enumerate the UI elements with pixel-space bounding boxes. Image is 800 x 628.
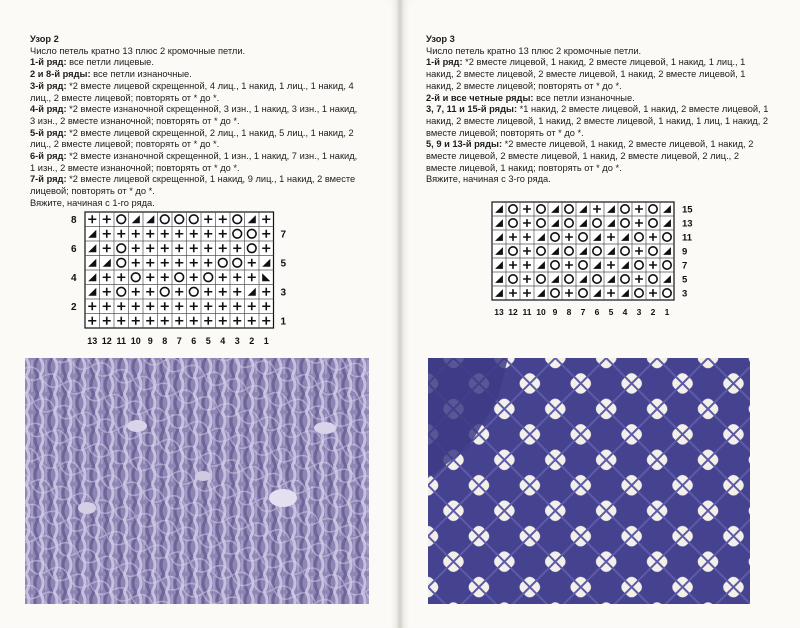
chart-row-label: 7 [280, 229, 287, 241]
chart-column-label: 13 [494, 307, 504, 317]
right-row-text: *2 вместе лицевой, 1 накид, 2 вместе лицевой, 1 накид, 2 вместе лицевой, 2 вместе лицевой, 1 накид, 2 вместе лицевой, 2 лиц., 2 вместе лицевой, 1 накид; повторять от * до *. [426, 139, 754, 173]
chart-column-label: 7 [176, 336, 182, 346]
chart-column-label: 2 [249, 336, 255, 346]
left-instructions [30, 34, 360, 210]
chart-column-label: 5 [608, 307, 614, 317]
right-knitting-chart [486, 200, 716, 335]
chart-column-label: 6 [191, 336, 197, 346]
chart-column-label: 1 [664, 307, 670, 317]
left-closing: Вяжите, начиная с 1-го ряда. [30, 197, 155, 208]
left-chart-svg [60, 210, 310, 360]
chart-column-label: 8 [162, 336, 168, 346]
left-row-instruction [30, 128, 360, 151]
chart-column-label: 9 [147, 336, 153, 346]
chart-column-label: 11 [522, 307, 532, 317]
chart-column-label: 4 [622, 307, 628, 317]
right-row-instruction [426, 104, 771, 139]
left-row-label: 6-й ряд: [30, 151, 67, 162]
left-row-text: *2 вместе изнаночной скрещенной, 3 изн., 1 накид, 3 изн., 1 накид, 3 изн., 2 вместе изнаночной; повторять от * до *. [30, 104, 358, 126]
left-row-label: 1-й ряд: [30, 57, 67, 68]
right-row-instruction [426, 139, 771, 174]
chart-row-label: 13 [682, 218, 693, 230]
chart-column-label: 6 [594, 307, 600, 317]
left-row-text: все петли лицевые. [66, 57, 154, 68]
right-row-instruction [426, 93, 771, 105]
left-row-instruction [30, 174, 360, 197]
chart-column-label: 9 [552, 307, 558, 317]
left-row-label: 7-й ряд: [30, 174, 67, 185]
left-row-text: *2 вместе лицевой скрещенной, 2 лиц., 1 накид, 5 лиц., 1 накид, 2 лиц., 2 вместе лицевой; повторять от * до *. [30, 127, 354, 150]
chart-column-label: 3 [234, 336, 240, 346]
right-row-list [426, 57, 771, 174]
left-row-label: 3-й ряд: [30, 80, 67, 91]
chart-row-label: 5 [280, 258, 287, 270]
right-row-text: *1 накид, 2 вместе лицевой, 1 накид, 2 вместе лицевой, 1 накид, 2 вместе лицевой, 1 накид, 2 вместе лицевой, 1 накид, 1 лиц, 1 накид, 2 вместе лицевой; повторять от * до *. [426, 104, 769, 138]
chart-column-label: 13 [87, 336, 98, 346]
left-row-text: *2 вместе лицевой скрещенной, 4 лиц., 1 накид, 1 лиц., 1 накид, 4 лиц., 2 вместе лицевой; повторять от * до *. [30, 80, 354, 103]
chart-column-label: 10 [536, 307, 546, 317]
chart-row-label: 6 [71, 243, 77, 255]
right-chart-svg [486, 200, 716, 335]
chart-row-label: 3 [280, 287, 287, 299]
right-instructions [426, 34, 771, 186]
right-row-label: 1-й ряд: [426, 57, 463, 68]
chart-row-label: 2 [71, 301, 77, 313]
left-row-label: 2 и 8-й ряды: [30, 69, 91, 80]
chart-row-label: 8 [71, 214, 77, 226]
left-page [0, 0, 398, 628]
right-row-text: *2 вместе лицевой, 1 накид, 2 вместе лицевой, 1 накид, 1 лиц., 1 накид, 2 вместе лицевой, 2 вместе лицевой, 1 накид, 2 вместе лицевой, 1 накид, 2 вместе лицевой; повторять от * до *. [426, 57, 746, 91]
right-page [402, 0, 800, 628]
left-knitting-chart [60, 210, 310, 360]
left-row-instruction [30, 81, 360, 104]
right-row-label: 2-й и все четные ряды: [426, 92, 534, 103]
left-row-label: 4-й ряд: [30, 104, 67, 115]
left-row-instruction [30, 57, 360, 69]
chart-column-label: 12 [508, 307, 518, 317]
left-row-text: *2 вместе изнаночной скрещенной, 1 изн., 1 накид, 7 изн., 1 накид, 1 изн., 2 вместе изнаночной; повторять от * до *. [30, 151, 358, 173]
right-row-instruction [426, 57, 771, 92]
chart-column-label: 8 [566, 307, 572, 317]
left-row-label: 5-й ряд: [30, 127, 67, 138]
left-pattern-title: Узор 2 [30, 34, 59, 44]
chart-column-label: 5 [205, 336, 211, 346]
left-row-text: все петли изнаночные. [90, 69, 192, 80]
right-pattern-intro: Число петель кратно 13 плюс 2 кромочные петли. [426, 45, 642, 56]
chart-row-label: 4 [71, 272, 77, 284]
chart-row-label: 15 [682, 204, 693, 216]
chart-row-label: 7 [682, 260, 688, 272]
chart-row-label: 11 [682, 232, 693, 244]
chart-row-label: 9 [682, 246, 688, 258]
left-knit-sample-photo [25, 358, 369, 604]
chart-column-label: 2 [650, 307, 656, 317]
left-pattern-intro: Число петель кратно 13 плюс 2 кромочные петли. [30, 45, 246, 56]
right-row-text: все петли изнаночные. [533, 92, 635, 103]
left-row-text: *2 вместе лицевой скрещенной, 1 накид, 9 лиц., 1 накид, 2 вместе лицевой; повторять от * до *. [30, 174, 356, 197]
right-knit-sample-photo [428, 358, 750, 604]
left-row-instruction [30, 151, 360, 174]
right-pattern-title: Узор 3 [426, 34, 455, 44]
chart-column-label: 4 [220, 336, 226, 346]
right-row-label: 5, 9 и 13-й ряды: [426, 139, 503, 150]
chart-column-label: 11 [116, 336, 127, 346]
chart-column-label: 1 [263, 336, 269, 346]
left-row-list [30, 57, 360, 197]
chart-row-label: 3 [682, 288, 688, 300]
chart-row-label: 1 [280, 316, 287, 328]
left-row-instruction [30, 69, 360, 81]
chart-column-label: 12 [101, 336, 112, 346]
right-row-label: 3, 7, 11 и 15-й ряды: [426, 104, 518, 115]
chart-column-label: 7 [580, 307, 586, 317]
chart-column-label: 10 [130, 336, 141, 346]
left-row-instruction [30, 104, 360, 127]
chart-row-label: 5 [682, 274, 688, 286]
chart-column-label: 3 [636, 307, 642, 317]
right-closing: Вяжите, начиная с 3-го ряда. [426, 174, 551, 185]
